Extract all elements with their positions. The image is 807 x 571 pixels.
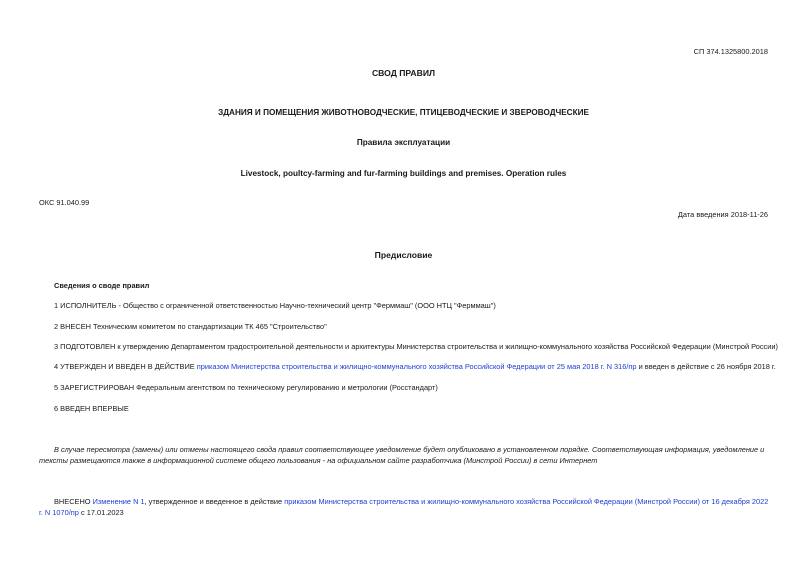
preface-item-4-prefix: 4 УТВЕРЖДЕН И ВВЕДЕН В ДЕЙСТВИЕ: [54, 362, 197, 371]
document-title-en: Livestock, poultcy-farming and fur-farming buildings and premises. Operation rules: [240, 169, 567, 178]
preface-item-1: 1 ИСПОЛНИТЕЛЬ - Общество с ограниченной ответственностью Научно-технический центр "Ферммаш" (ООО НТЦ "Ферммаш"): [54, 301, 496, 310]
amendment-middle: , утвержденное и введенное в действие: [144, 497, 285, 506]
document-title-ru: ЗДАНИЯ И ПОМЕЩЕНИЯ ЖИВОТНОВОДЧЕСКИЕ, ПТИЦЕВОДЧЕСКИЕ И ЗВЕРОВОДЧЕСКИЕ: [218, 108, 589, 117]
notice-paragraph: В случае пересмотра (замены) или отмены настоящего свода правил соответствующее уведомление будет опубликовано в установленном порядке. Соответствующая информация, уведомление и тексты размещаются также в информационной системе общего пользования - на официальном сайте разработчика (Минстрой России) в сети Интернет: [39, 445, 765, 465]
change-link[interactable]: Изменение N 1: [92, 497, 145, 506]
amendment-suffix: с 17.01.2023: [78, 508, 124, 517]
intro-date: Дата введения 2018-11-26: [677, 210, 768, 219]
preface-heading: Предисловие: [374, 250, 433, 260]
amendment-paragraph: [39, 496, 769, 518]
preface-item-4: [54, 362, 776, 371]
oks-code: ОКС 91.040.99: [39, 198, 90, 207]
amendment-prefix: ВНЕСЕНО: [54, 497, 93, 506]
amendment-order-link[interactable]: приказом Министерства строительства и жилищно-коммунального хозяйства Российской Федерации (Минстрой России) от 16 декабря 2022 г. N 1070/пр: [39, 497, 769, 517]
document-type: СВОД ПРАВИЛ: [371, 68, 436, 78]
preface-item-3: 3 ПОДГОТОВЛЕН к утверждению Департаментом градостроительной деятельности и архитектуры Министерства строительства и жилищно-коммунального хозяйства Российской Федерации (Минстрой России): [54, 342, 778, 351]
info-heading: Сведения о своде правил: [54, 281, 150, 290]
document-code: СП 374.1325800.2018: [693, 47, 768, 56]
preface-item-6: 6 ВВЕДЕН ВПЕРВЫЕ: [54, 404, 129, 413]
preface-item-2: 2 ВНЕСЕН Техническим комитетом по стандартизации ТК 465 "Строительство": [54, 322, 327, 331]
preface-item-5: 5 ЗАРЕГИСТРИРОВАН Федеральным агентством по техническому регулированию и метрологии (Росстандарт): [54, 383, 438, 392]
preface-item-4-suffix: и введен в действие с 26 ноября 2018 г.: [636, 362, 776, 371]
approval-order-link[interactable]: приказом Министерства строительства и жилищно-коммунального хозяйства Российской Федерации от 25 мая 2018 г. N 316/пр: [196, 362, 637, 371]
document-subtitle-ru: Правила эксплуатации: [356, 138, 451, 147]
